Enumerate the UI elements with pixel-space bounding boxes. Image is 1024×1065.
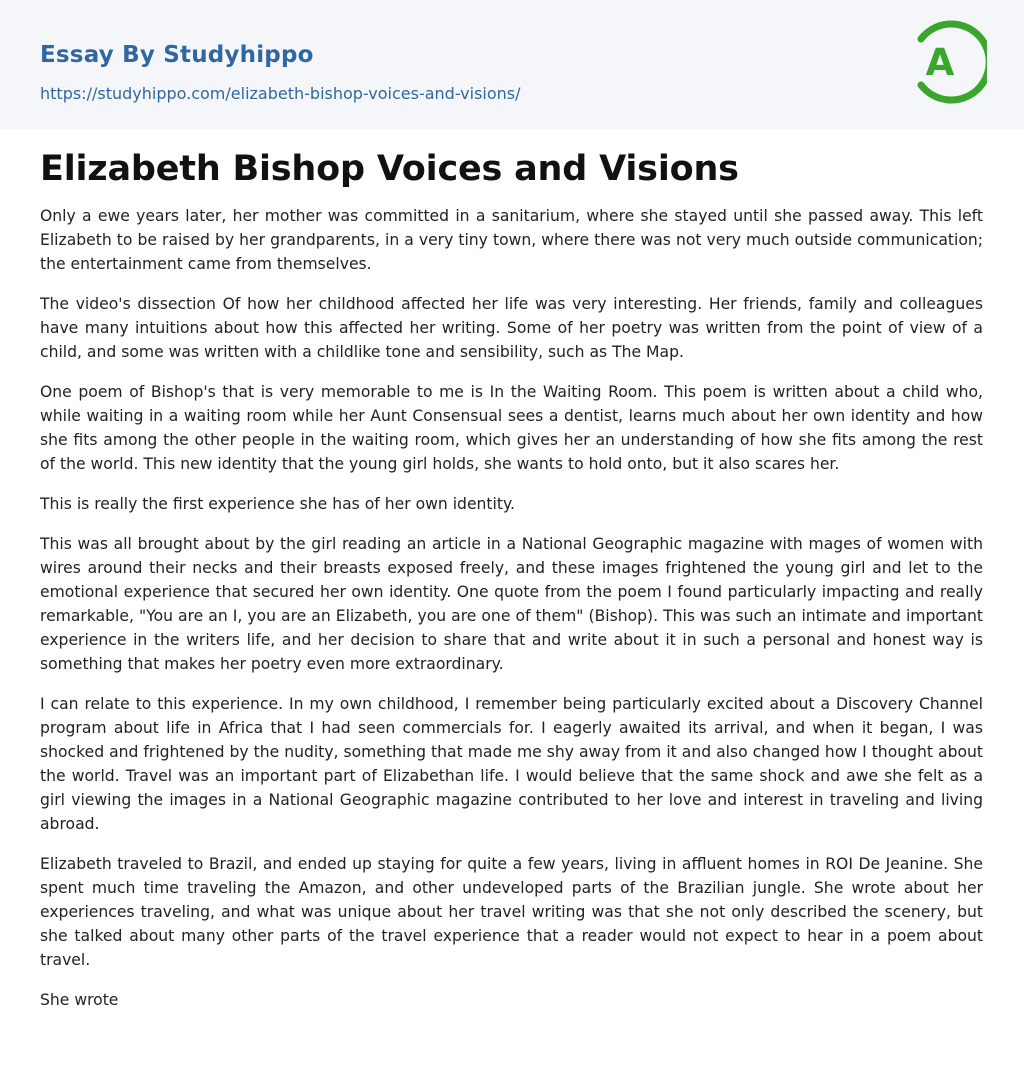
paragraph: Only a ewe years later, her mother was committed in a sanitarium, where she stayed until she passed away. This left Elizabeth to be raised by her grandparents, in a very tiny town, where there was not very much outside communication; the entertainment came from themselves. bbox=[40, 207, 983, 273]
paragraph: This was all brought about by the girl reading an article in a National Geographic magazine with mages of women with wires around their necks and their breasts exposed freely, and these images frightened the young girl and let to the emotional experience that secured her own identity. One quote from the poem I found particularly impacting and really remarkable, "You are an I, you are an Elizabeth, you are one of them" (Bishop). This was such an intimate and important experience in the writers life, and her decision to share that and write about it in such a personal and honest way is something that makes her poetry even more extraordinary. bbox=[40, 535, 983, 673]
essay-url-link[interactable]: https://studyhippo.com/elizabeth-bishop-voices-and-visions/ bbox=[40, 84, 521, 103]
article bbox=[40, 129, 983, 1028]
paragraph: Elizabeth traveled to Brazil, and ended up staying for quite a few years, living in affluent homes in ROI De Jeanine. She spent much time traveling the Amazon, and other undeveloped parts of the Brazilian jungle. She wrote about her experiences traveling, and what was unique about her travel writing was that she not only described the scenery, but she talked about many other parts of the travel experience that a reader would not expect to hear in a poem about travel. bbox=[40, 855, 983, 969]
circle-a-logo-icon[interactable] bbox=[911, 18, 987, 106]
paragraph: I can relate to this experience. In my own childhood, I remember being particularly excited about a Discovery Channel program about life in Africa that I had seen commercials for. I eagerly awaited its arrival, and when it began, I was shocked and frightened by the nudity, something that made me shy away from it and also changed how I thought about the world. Travel was an important part of Elizabethan life. I would believe that the same shock and awe she felt as a girl viewing the images in a National Geographic magazine contributed to her love and interest in traveling and living abroad. bbox=[40, 695, 983, 833]
logo-letter: A bbox=[925, 40, 955, 84]
paragraph: She wrote bbox=[40, 991, 119, 1009]
paragraph: The video's dissection Of how her childhood affected her life was very interesting. Her friends, family and colleagues have many intuitions about how this affected her writing. Some of her poetry was written from the point of view of a child, and some was written with a childlike tone and sensibility, such as The Map. bbox=[40, 295, 983, 361]
page-title: Elizabeth Bishop Voices and Visions bbox=[40, 149, 739, 189]
paragraph: One poem of Bishop's that is very memorable to me is In the Waiting Room. This poem is written about a child who, while waiting in a waiting room while her Aunt Consensual sees a dentist, learns much about her own identity and how she fits among the other people in the waiting room, which gives her an understanding of how she fits among the rest of the world. This new identity that the young girl holds, she wants to hold onto, but it also scares her. bbox=[40, 383, 983, 473]
brand-title[interactable]: Essay By Studyhippo bbox=[40, 42, 314, 68]
paragraph: This is really the first experience she has of her own identity. bbox=[40, 495, 515, 513]
site-header bbox=[0, 0, 1024, 129]
